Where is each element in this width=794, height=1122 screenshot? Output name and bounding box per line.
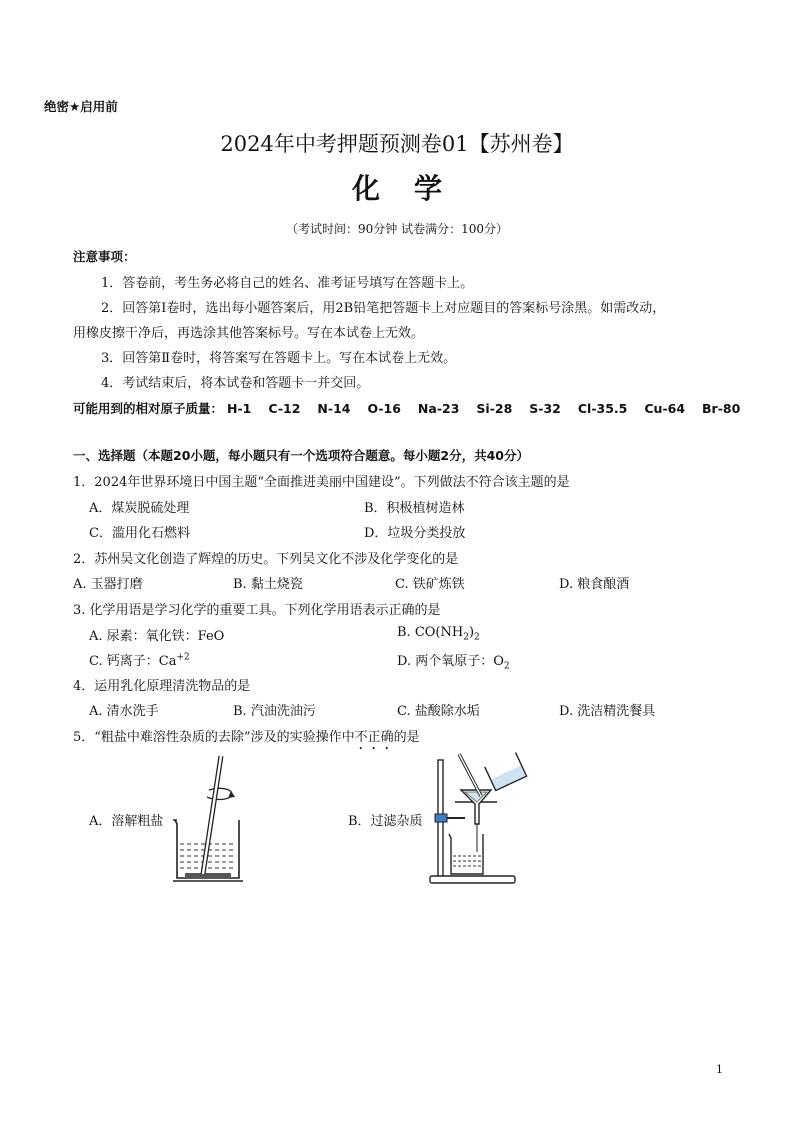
subject-title: 化学 — [351, 172, 476, 205]
q5-stem — [73, 726, 420, 753]
mass-item: H-1 — [227, 401, 252, 416]
q3-b-sub2: 2 — [474, 632, 480, 643]
filtration-figure — [425, 752, 550, 887]
q1-option-a: A．煤炭脱硫处理 — [89, 501, 190, 516]
mass-item: Cl-35.5 — [577, 401, 628, 416]
q3-option-c — [89, 650, 190, 669]
q1-option-d: D．垃圾分类投放 — [364, 526, 466, 541]
q1-option-c: C．滥用化石燃料 — [89, 526, 190, 541]
q4-stem: 4．运用乳化原理清洗物品的是 — [73, 679, 251, 694]
note-item-2a: 2．回答第Ⅰ卷时，选出每小题答案后，用2B铅笔把答题卡上对应题目的答案标号涂黑。如需改动， — [101, 301, 666, 316]
q3-option-a: A. 尿素：氧化铁：FeO — [89, 629, 225, 644]
q3-c-text: C. 钙离子：Ca — [89, 654, 177, 669]
mass-item: S-32 — [529, 401, 561, 416]
notes-heading: 注意事项： — [73, 249, 136, 264]
q3-c-sup: +2 — [176, 652, 190, 663]
q3-b-sub: 2 — [463, 632, 469, 643]
q4-option-d: D. 洗洁精洗餐具 — [559, 704, 656, 719]
exam-title: 2024年中考押题预测卷01【苏州卷】 — [220, 132, 574, 156]
q3-d-sub: 2 — [503, 661, 510, 672]
q5-option-a: A．溶解粗盐 — [89, 814, 164, 829]
mass-item: C-12 — [268, 401, 301, 416]
mass-item: N-14 — [317, 401, 351, 416]
beaker-stirring-figure — [165, 750, 255, 888]
exam-info: （考试时间：90分钟 试卷满分：100分） — [286, 222, 508, 236]
q1-option-b: B．积极植树造林 — [364, 501, 465, 516]
mass-item: O-16 — [367, 401, 401, 416]
mass-item: Na-23 — [417, 401, 460, 416]
page-number: 1 — [716, 1063, 723, 1076]
q2-option-d: D. 粮食酿酒 — [559, 577, 630, 592]
q4-option-c: C. 盐酸除水垢 — [397, 704, 480, 719]
q3-b-text: B. CO(NH — [397, 625, 464, 640]
q4-option-b: B. 汽油洗油污 — [233, 704, 316, 719]
q2-stem: 2．苏州吴文化创造了辉煌的历史。下列吴文化不涉及化学变化的是 — [73, 552, 459, 567]
mass-item: Si-28 — [476, 401, 513, 416]
q3-option-d — [397, 650, 510, 672]
q3-b-close: ) — [468, 625, 475, 640]
q2-option-c: C. 铁矿炼铁 — [395, 577, 465, 592]
section-1-heading: 一、选择题（本题20小题，每小题只有一个选项符合题意。每小题2分，共40分） — [73, 448, 529, 463]
mass-item: Br-80 — [702, 401, 741, 416]
confidential-label: 绝密★启用前 — [44, 99, 118, 114]
q1-stem: 1．2024年世界环境日中国主题“全面推进美丽中国建设”。下列做法不符合该主题的是 — [73, 475, 570, 490]
q4-option-a: A. 清水洗手 — [89, 704, 159, 719]
atomic-masses-label: 可能用到的相对原子质量： — [73, 401, 224, 416]
q5-stem-text: 5．“粗盐中难溶性杂质的去除”涉及的实验操作中 — [73, 730, 355, 745]
note-item-3: 3．回答第Ⅱ卷时，将答案写在答题卡上。写在本试卷上无效。 — [101, 351, 457, 366]
note-item-2b: 用橡皮擦干净后，再选涂其他答案标号。写在本试卷上无效。 — [73, 326, 425, 341]
q3-d-text: D. 两个氧原子：O — [397, 654, 504, 669]
q2-option-a: A. 玉器打磨 — [73, 577, 143, 592]
note-item-1: 1．答卷前，考生务必将自己的姓名、准考证号填写在答题卡上。 — [101, 276, 474, 291]
q3-option-b — [397, 625, 480, 643]
q5-option-b: B．过滤杂质 — [348, 814, 423, 829]
atomic-masses — [73, 399, 757, 417]
note-item-4: 4．考试结束后，将本试卷和答题卡一并交回。 — [101, 376, 370, 391]
q2-option-b: B. 黏土烧瓷 — [233, 577, 303, 592]
mass-item: Cu-64 — [644, 401, 686, 416]
q5-stem-end: 的是 — [393, 730, 420, 745]
q5-stem-emphasis: 不正确 — [354, 730, 394, 745]
q3-stem: 3. 化学用语是学习化学的重要工具。下列化学用语表示正确的是 — [73, 603, 441, 618]
